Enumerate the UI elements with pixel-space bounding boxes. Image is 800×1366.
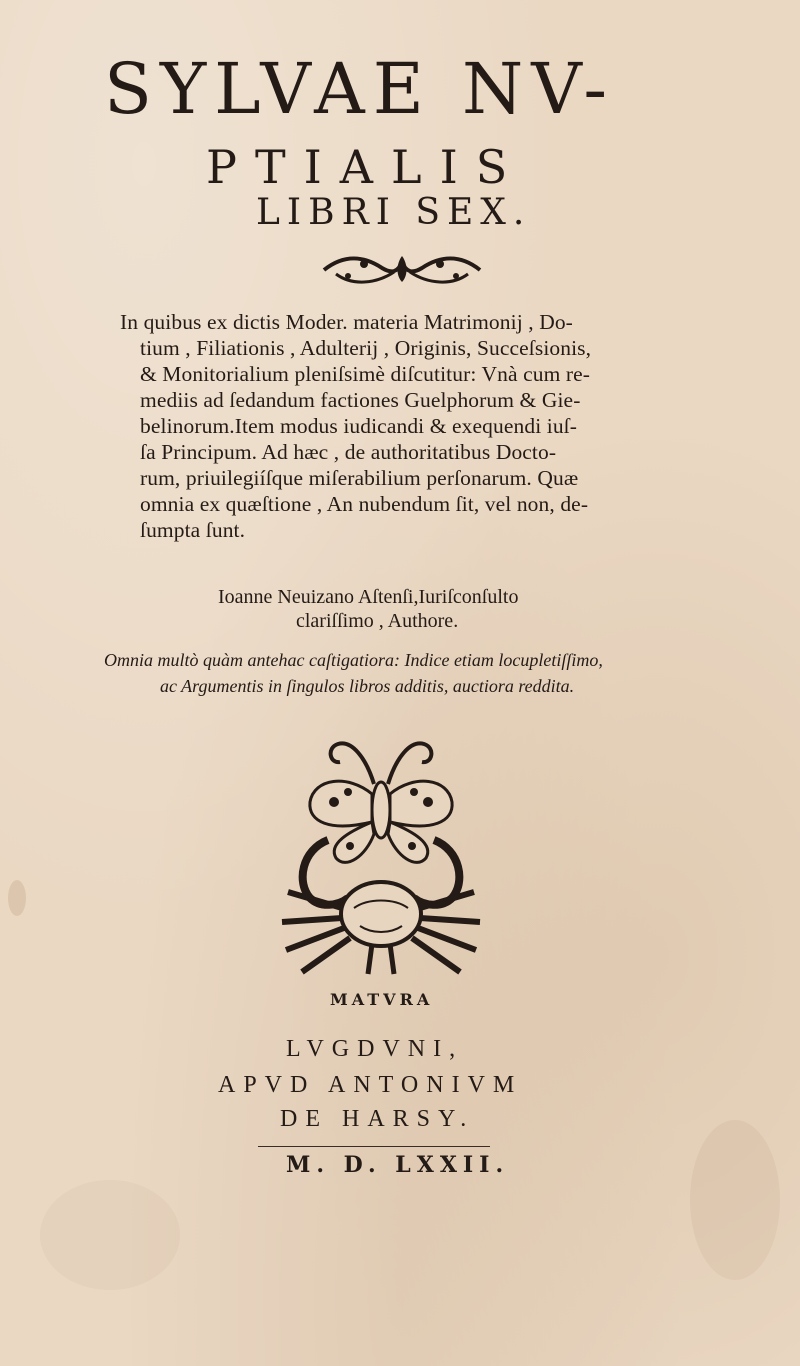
description-line: ſumpta ſunt. bbox=[140, 518, 246, 542]
author-line-1: Ioanne Neuizano Aſtenſi,Iuriſconſulto bbox=[218, 586, 519, 608]
paper-stain bbox=[40, 1180, 180, 1290]
description-line: & Monitorialium pleniſsimè diſcutitur: Vnà cum re- bbox=[140, 362, 591, 386]
imprint-date: M. D. LXXII. bbox=[286, 1152, 510, 1178]
paper-stain bbox=[690, 1120, 780, 1280]
fleuron-ornament-icon bbox=[318, 246, 486, 292]
imprint-publisher-line-1: APVD ANTONIVM bbox=[218, 1072, 523, 1098]
description-line: In quibus ex dictis Moder. materia Matrimonij , Do- bbox=[120, 310, 573, 334]
emblem-motto: MATVRA bbox=[330, 990, 434, 1009]
title-line-1: SYLVAE NV- bbox=[104, 48, 616, 130]
description-line: belinorum.Item modus iudicandi & exequendi iuſ- bbox=[140, 414, 577, 438]
description-line: rum, priuilegiíſque miſerabilium perſonarum. Quæ bbox=[140, 466, 579, 490]
note-line-2: ac Argumentis in ſingulos libros additis, auctiora reddita. bbox=[160, 676, 575, 696]
description-line: mediis ad ſedandum factiones Guelphorum & Gie- bbox=[140, 388, 581, 412]
title-line-3: LIBRI SEX. bbox=[256, 192, 532, 233]
title-line-2: PTIALIS bbox=[206, 140, 526, 194]
paper-stain bbox=[8, 880, 26, 916]
description-line: tium , Filiationis , Adulterij , Originis, Succeſsionis, bbox=[140, 336, 592, 360]
imprint-publisher-line-2: DE HARSY. bbox=[280, 1106, 475, 1132]
description-line: ſa Principum. Ad hæc , de authoritatibus Docto- bbox=[140, 440, 557, 464]
butterfly-crab-emblem-icon bbox=[268, 722, 494, 988]
author-line-2: clariſſimo , Authore. bbox=[296, 610, 459, 632]
imprint-place: LVGDVNI, bbox=[286, 1036, 464, 1062]
note-line-1: Omnia multò quàm antehac caſtigatiora: Indice etiam locupletiſſimo, bbox=[104, 650, 603, 670]
description-line: omnia ex quæſtione , An nubendum ſit, vel non, de- bbox=[140, 492, 589, 516]
imprint-rule bbox=[258, 1146, 490, 1147]
